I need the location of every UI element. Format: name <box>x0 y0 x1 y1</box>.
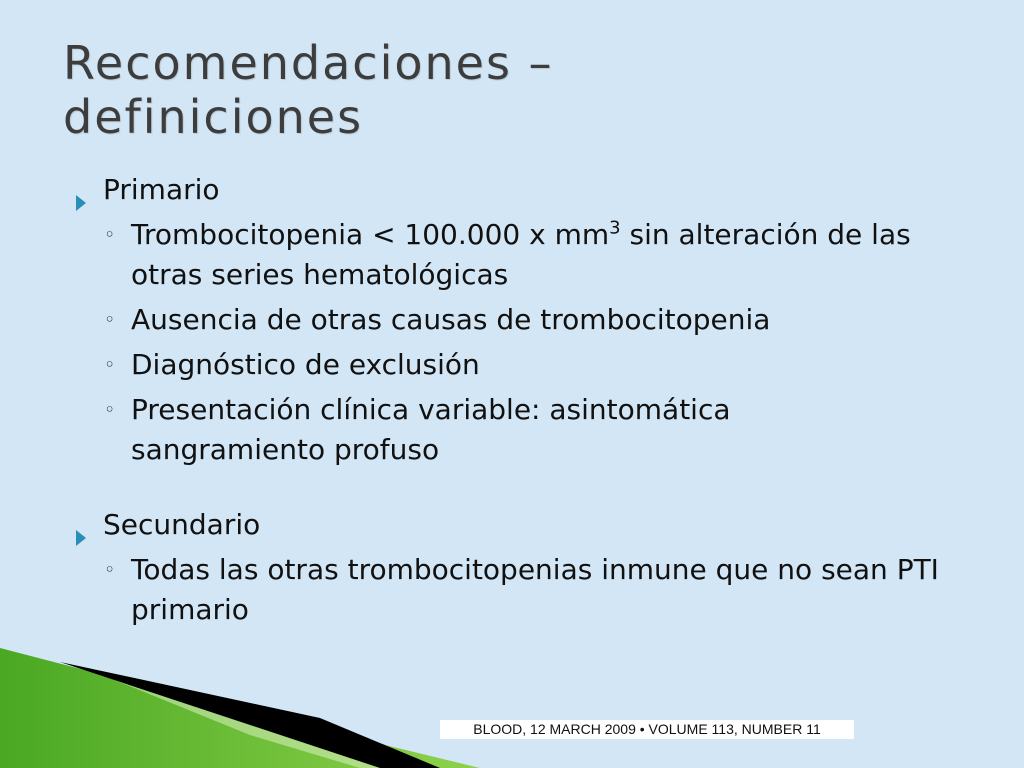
ring-icon: ◦ <box>104 399 116 421</box>
ring-icon: ◦ <box>104 559 116 581</box>
title-line-1: Recomendaciones – <box>63 36 554 90</box>
citation: BLOOD, 12 MARCH 2009 • VOLUME 113, NUMBER 11 <box>440 720 854 739</box>
list-item-text: Diagnóstico de exclusión <box>131 348 480 381</box>
list-item <box>104 550 966 630</box>
list-item-text: Todas las otras trombocitopenias inmune que no sean PTI primario <box>131 553 939 626</box>
list-item <box>104 345 966 385</box>
section-heading: Secundario <box>103 508 261 541</box>
title-line-2: definiciones <box>63 90 364 144</box>
ring-icon: ◦ <box>104 224 116 246</box>
triangle-right-icon <box>76 517 86 557</box>
superscript: 3 <box>609 217 621 239</box>
section-secundario <box>76 505 976 545</box>
slide-title <box>63 36 963 144</box>
list-item-text: Trombocitopenia < 100.000 x $mm^3$ sin alteración de las otras series hematológicas <box>131 217 911 291</box>
section-heading: Primario <box>103 173 220 206</box>
decorative-swoosh <box>0 640 1024 768</box>
list-item <box>104 300 966 340</box>
section-primario <box>76 170 976 210</box>
list-item <box>104 390 851 470</box>
triangle-right-icon <box>76 182 86 222</box>
list-item-text: Presentación clínica variable: asintomática sangramiento profuso <box>131 393 731 466</box>
list-item <box>104 215 966 295</box>
bullet-content <box>76 170 976 630</box>
ring-icon: ◦ <box>104 309 116 331</box>
list-item-text: Ausencia de otras causas de trombocitopenia <box>131 303 771 336</box>
ring-icon: ◦ <box>104 354 116 376</box>
